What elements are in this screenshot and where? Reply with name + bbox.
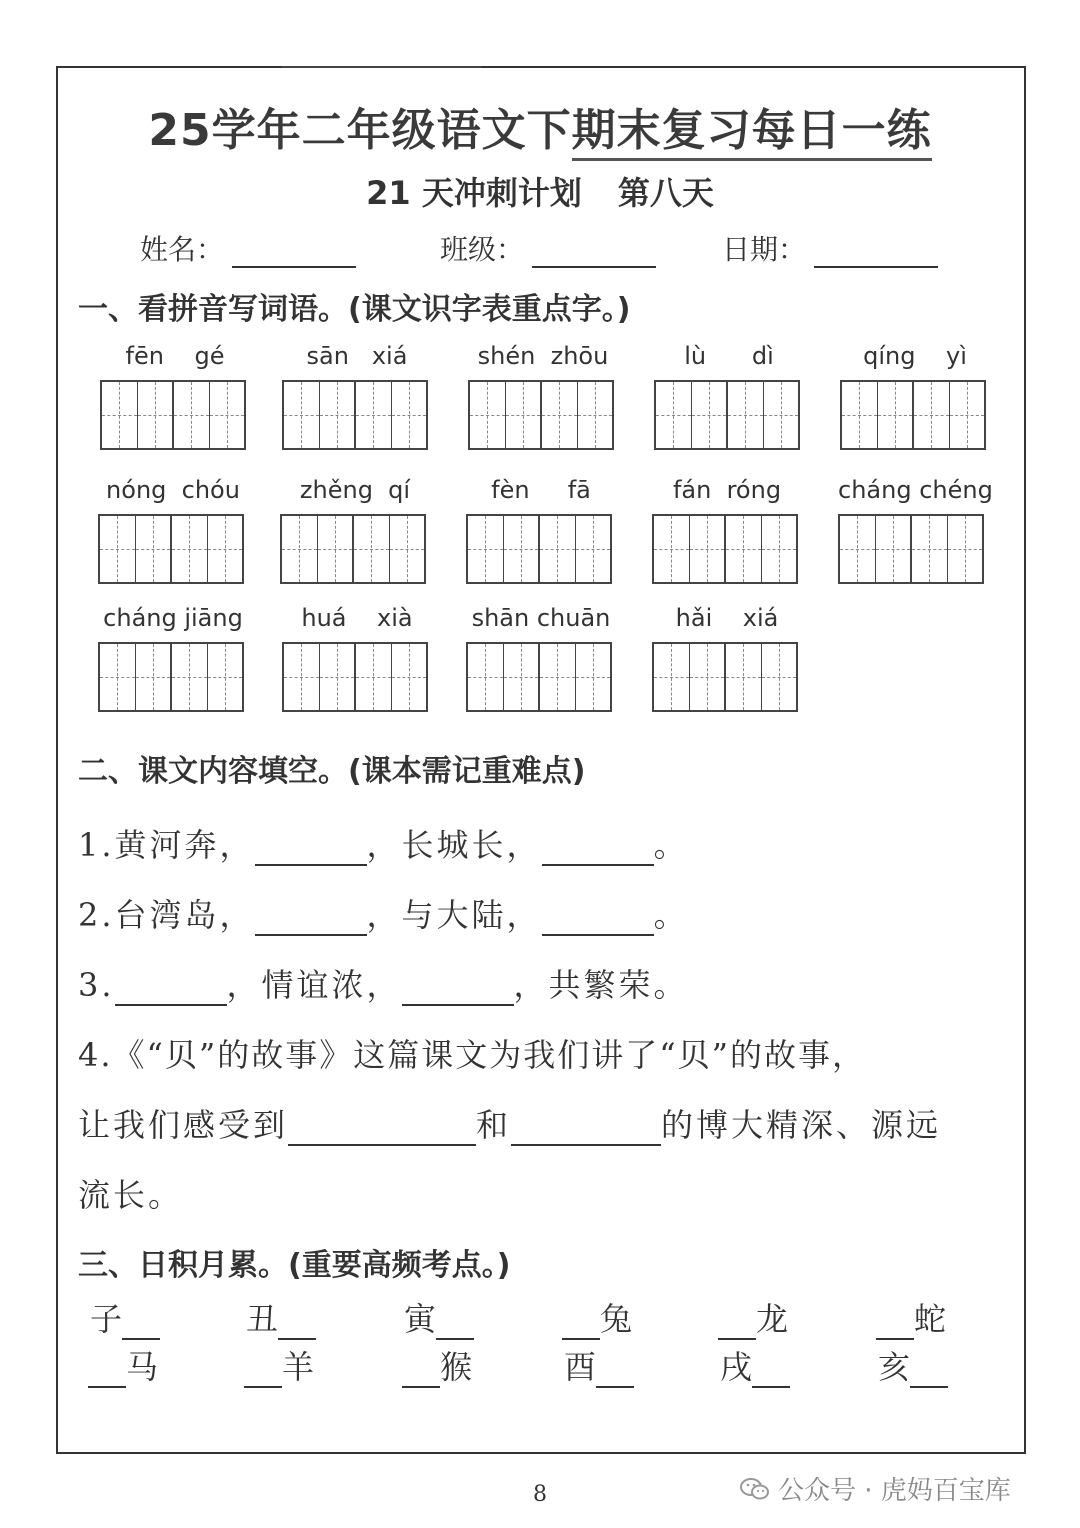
name-field[interactable]	[140, 228, 356, 268]
writing-cell[interactable]	[575, 516, 611, 582]
writing-cell[interactable]	[391, 382, 427, 448]
pinyin-item	[840, 338, 990, 450]
scan-mark	[282, 66, 482, 68]
zodiac-item: 马	[88, 1342, 158, 1388]
blank-2b[interactable]	[542, 904, 654, 936]
writing-cell[interactable]	[503, 516, 539, 582]
tianzige-box[interactable]	[838, 514, 984, 584]
writing-cell[interactable]	[207, 516, 243, 582]
pinyin-label: shén zhōu	[477, 342, 609, 370]
name-label: 姓名：	[140, 233, 225, 266]
pinyin-item	[98, 472, 248, 584]
tianzige-box[interactable]	[840, 380, 986, 450]
tianzige-box[interactable]	[468, 380, 614, 450]
writing-cell[interactable]	[575, 644, 611, 710]
zodiac-item: 蛇	[876, 1294, 946, 1340]
fill-question-4-line1: 4.《“贝”的故事》这篇课文为我们讲了“贝”的故事，	[78, 1036, 866, 1074]
tianzige-box[interactable]	[98, 642, 244, 712]
pinyin-label: lù dì	[684, 342, 774, 370]
student-info-row	[0, 228, 1080, 272]
pinyin-item	[282, 600, 432, 712]
writing-cell[interactable]	[689, 644, 725, 710]
writing-cell[interactable]	[172, 516, 207, 582]
writing-cell[interactable]	[468, 644, 503, 710]
pinyin-item	[654, 338, 804, 450]
writing-cell[interactable]	[468, 516, 503, 582]
writing-cell[interactable]	[100, 516, 135, 582]
writing-cell[interactable]	[319, 382, 355, 448]
tianzige-box[interactable]	[466, 514, 612, 584]
blank-1b[interactable]	[542, 834, 654, 866]
page-number: 8	[533, 1482, 547, 1507]
tianzige-box[interactable]	[652, 514, 798, 584]
writing-cell[interactable]	[207, 644, 243, 710]
zodiac-item: 羊	[244, 1342, 314, 1388]
pinyin-label: shān chuān	[471, 604, 611, 632]
writing-cell[interactable]	[726, 644, 761, 710]
writing-cell[interactable]	[875, 516, 911, 582]
title-part2: 期末复习每日一练	[572, 105, 932, 161]
watermark	[740, 1470, 1011, 1507]
class-blank[interactable]	[532, 238, 656, 268]
tianzige-box[interactable]	[100, 380, 246, 450]
writing-cell[interactable]	[172, 644, 207, 710]
zodiac-item: 亥	[878, 1342, 948, 1388]
page-subtitle	[0, 168, 1080, 214]
writing-cell[interactable]	[470, 382, 505, 448]
pinyin-label: hǎi xiá	[675, 604, 779, 632]
writing-cell[interactable]	[691, 382, 727, 448]
writing-cell[interactable]	[914, 382, 949, 448]
tianzige-box[interactable]	[98, 514, 244, 584]
zodiac-item: 丑	[246, 1294, 316, 1340]
zodiac-item: 酉	[564, 1342, 634, 1388]
pinyin-item	[838, 472, 993, 584]
zodiac-item: 龙	[718, 1294, 788, 1340]
pinyin-label: cháng jiāng	[103, 604, 243, 632]
writing-cell[interactable]	[540, 644, 575, 710]
subtitle-day: 第八天	[617, 174, 714, 212]
pinyin-item	[468, 338, 618, 450]
writing-cell[interactable]	[356, 644, 391, 710]
pinyin-item	[466, 472, 616, 584]
date-field[interactable]	[722, 228, 938, 268]
pinyin-label: fán róng	[672, 476, 782, 504]
writing-cell[interactable]	[391, 644, 427, 710]
section1-heading: 一、看拼音写词语。(课文识字表重点字。)	[78, 292, 631, 327]
writing-cell[interactable]	[540, 516, 575, 582]
writing-cell[interactable]	[282, 516, 317, 582]
tianzige-box[interactable]	[466, 642, 612, 712]
writing-cell[interactable]	[284, 644, 319, 710]
writing-cell[interactable]	[356, 382, 391, 448]
pinyin-label: fēn gé	[125, 342, 225, 370]
pinyin-item	[280, 472, 430, 584]
zodiac-item: 兔	[562, 1294, 632, 1340]
writing-cell[interactable]	[656, 382, 691, 448]
pinyin-label: fèn fā	[491, 476, 591, 504]
date-blank[interactable]	[814, 238, 938, 268]
writing-cell[interactable]	[209, 382, 245, 448]
writing-cell[interactable]	[949, 382, 985, 448]
fill-question-2: 2.台湾岛， ，与大陆， 。	[78, 896, 689, 934]
writing-cell[interactable]	[877, 382, 913, 448]
writing-cell[interactable]	[102, 382, 137, 448]
writing-cell[interactable]	[317, 516, 353, 582]
writing-cell[interactable]	[689, 516, 725, 582]
writing-cell[interactable]	[319, 644, 355, 710]
watermark-text: 公众号 · 虎妈百宝库	[778, 1476, 1011, 1506]
zodiac-item: 子	[90, 1294, 160, 1340]
zodiac-item: 寅	[404, 1294, 474, 1340]
fill-question-4-line2: 让我们感受到 和 的博大精深、源远	[78, 1106, 942, 1144]
fill-question-4-line3: 流长。	[78, 1176, 184, 1214]
writing-cell[interactable]	[842, 382, 877, 448]
fill-question-3: 3. ，情谊浓， ，共繁荣。	[78, 966, 689, 1004]
pinyin-label: qíng yì	[863, 342, 967, 370]
writing-cell[interactable]	[389, 516, 425, 582]
pinyin-label: cháng chéng	[838, 476, 993, 504]
writing-cell[interactable]	[137, 382, 173, 448]
blank-1a[interactable]	[255, 834, 367, 866]
pinyin-item	[466, 600, 616, 712]
page-title	[0, 94, 1080, 158]
blank-4a[interactable]	[288, 1114, 476, 1146]
writing-cell[interactable]	[135, 644, 171, 710]
writing-cell[interactable]	[728, 382, 763, 448]
pinyin-label: nóng chóu	[106, 476, 240, 504]
blank-3a[interactable]	[115, 974, 227, 1006]
writing-cell[interactable]	[577, 382, 613, 448]
blank-2a[interactable]	[255, 904, 367, 936]
writing-cell[interactable]	[654, 516, 689, 582]
subtitle-plan: 21 天冲刺计划	[366, 174, 582, 212]
writing-cell[interactable]	[654, 644, 689, 710]
writing-cell[interactable]	[840, 516, 875, 582]
writing-cell[interactable]	[761, 516, 797, 582]
tianzige-box[interactable]	[282, 642, 428, 712]
pinyin-item	[98, 600, 248, 712]
tianzige-box[interactable]	[282, 380, 428, 450]
date-label: 日期：	[722, 233, 807, 266]
zodiac-item: 猴	[402, 1342, 472, 1388]
pinyin-item	[100, 338, 250, 450]
writing-cell[interactable]	[763, 382, 799, 448]
writing-cell[interactable]	[726, 516, 761, 582]
writing-cell[interactable]	[912, 516, 947, 582]
blank-3b[interactable]	[402, 974, 514, 1006]
writing-cell[interactable]	[135, 516, 171, 582]
writing-cell[interactable]	[503, 644, 539, 710]
tianzige-box[interactable]	[654, 380, 800, 450]
writing-cell[interactable]	[354, 516, 389, 582]
section3-heading: 三、日积月累。(重要高频考点。)	[78, 1248, 511, 1283]
writing-cell[interactable]	[284, 382, 319, 448]
name-blank[interactable]	[232, 238, 356, 268]
writing-cell[interactable]	[761, 644, 797, 710]
blank-4b[interactable]	[511, 1114, 661, 1146]
pinyin-item	[652, 472, 802, 584]
pinyin-label: zhěng qí	[299, 476, 411, 504]
pinyin-label: huá xià	[301, 604, 413, 632]
class-label: 班级：	[440, 233, 525, 266]
class-field[interactable]	[440, 228, 656, 268]
writing-cell[interactable]	[542, 382, 577, 448]
zodiac-item: 戌	[720, 1342, 790, 1388]
tianzige-box[interactable]	[280, 514, 426, 584]
tianzige-box[interactable]	[652, 642, 798, 712]
fill-question-1: 1.黄河奔， ，长城长， 。	[78, 826, 689, 864]
pinyin-item	[282, 338, 432, 450]
title-part1: 25学年二年级语文下	[148, 105, 572, 156]
writing-cell[interactable]	[947, 516, 983, 582]
writing-cell[interactable]	[505, 382, 541, 448]
section2-heading: 二、课文内容填空。(课本需记重难点)	[78, 754, 586, 789]
pinyin-item	[652, 600, 802, 712]
writing-cell[interactable]	[174, 382, 209, 448]
writing-cell[interactable]	[100, 644, 135, 710]
wechat-icon	[740, 1477, 770, 1501]
pinyin-label: sān xiá	[306, 342, 408, 370]
